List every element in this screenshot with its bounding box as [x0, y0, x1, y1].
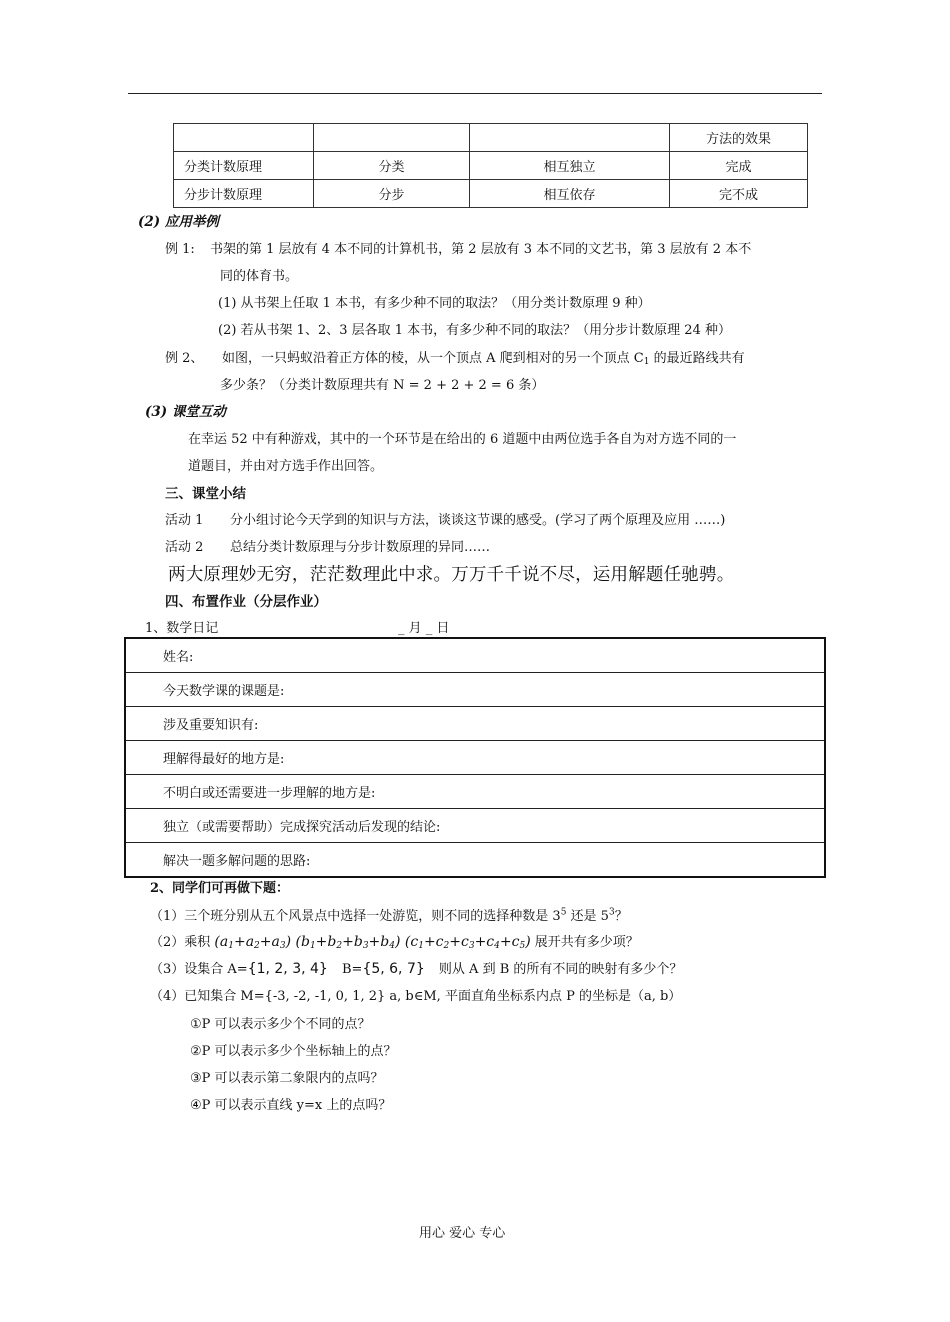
table-cell: 分类计数原理 [174, 152, 314, 180]
example-1-text-cont: 同的体育书。 [220, 269, 299, 284]
exponent: 3 [608, 907, 615, 918]
table-cell: 分步 [314, 180, 470, 208]
section-heading-examples: (2) 应用举例 [138, 214, 219, 230]
interaction-text: 在幸运 52 中有种游戏，其中的一个环节是在给出的 6 道题中由两位选手各自为对方选不同的一 [188, 432, 737, 447]
diary-label: 1、数学日记 [145, 621, 219, 636]
example-1-text: 书架的第 1 层放有 4 本不同的计算机书，第 2 层放有 3 本不同的文艺书，第 3 层放有 2 本不 [210, 242, 752, 257]
table-cell: 完不成 [670, 180, 808, 208]
example-1-question-2: (2) 若从书架 1、2、3 层各取 1 本书，有多少种不同的取法？（用分步计数原理 24 种） [218, 323, 731, 338]
table-row [125, 673, 825, 707]
table-cell: 分步计数原理 [174, 180, 314, 208]
practice-question-1-text: （1）三个班分别从五个风景点中选择一处游览，则不同的选择种数是 3 [150, 909, 561, 924]
table-row [174, 124, 808, 152]
diary-field: 独立（或需要帮助）完成探究活动后发现的结论: [125, 809, 825, 843]
table-cell [174, 124, 314, 152]
diary-date: _ 月 _ 日 [398, 621, 450, 636]
set-a: {1, 2, 3, 4} [247, 961, 328, 977]
table-cell: 相互依存 [470, 180, 670, 208]
set-b: {5, 6, 7} [362, 961, 425, 977]
section-heading-homework: 四、布置作业（分层作业） [165, 594, 327, 610]
practice-question-1-end: ？ [614, 909, 628, 924]
table-row [125, 775, 825, 809]
practice-heading: 2、同学们可再做下题： [150, 881, 290, 896]
activity-1-text: 分小组讨论今天学到的知识与方法，谈谈这节课的感受。(学习了两个原理及应用 ……) [230, 513, 726, 528]
example-2-text [222, 347, 745, 367]
practice-question-2-suffix: 展开共有多少项？ [534, 935, 639, 950]
table-cell [314, 124, 470, 152]
page-footer: 用心 爱心 专心 [419, 1226, 506, 1241]
table-row [125, 843, 825, 878]
table-row [125, 809, 825, 843]
example-2-text-cont: 多少条？（分类计数原理共有 N = 2 + 2 + 2 = 6 条） [220, 378, 545, 393]
diary-field: 理解得最好的地方是: [125, 741, 825, 775]
practice-question-4: （4）已知集合 M={-3, -2, -1, 0, 1, 2} a, b∈M, 平面直角坐标系内点 P 的坐标是（a, b） [150, 989, 682, 1004]
diary-field: 不明白或还需要进一步理解的地方是: [125, 775, 825, 809]
table-cell: 分类 [314, 152, 470, 180]
top-rule [128, 93, 822, 94]
math-expression: $(a_1+a_2+a_3)$ $(b_1+b_2+b_3+b_4)$ $(c_1+c_2+c_3+c_4+c_5)$ [214, 934, 531, 951]
activity-2-text: 总结分类计数原理与分步计数原理的异同…… [230, 540, 491, 555]
table-row [174, 180, 808, 208]
diary-field: 姓名: [125, 638, 825, 673]
practice-question-4-sub: ④P 可以表示直线 y=x 上的点吗？ [190, 1098, 392, 1113]
table-cell [470, 124, 670, 152]
example-2-text-end: 的最近路线共有 [649, 351, 745, 366]
practice-question-3-mid: B= [341, 962, 363, 977]
practice-question-3-suffix: 则从 A 到 B 的所有不同的映射有多少个？ [438, 962, 683, 977]
exponent: 5 [560, 907, 567, 918]
practice-question-4-sub: ①P 可以表示多少个不同的点？ [190, 1017, 371, 1032]
practice-question-4-sub: ②P 可以表示多少个坐标轴上的点？ [190, 1044, 397, 1059]
table-row [125, 741, 825, 775]
practice-question-2-prefix: （2）乘积 [150, 935, 211, 950]
practice-question-1 [150, 905, 628, 924]
summary-poem: 两大原理妙无穷，茫茫数理此中求。万万千千说不尽，运用解题任驰骋。 [168, 565, 735, 585]
interaction-text-cont: 道题目，并由对方选手作出回答。 [188, 459, 384, 474]
section-heading-summary: 三、课堂小结 [165, 486, 246, 502]
table-cell: 完成 [670, 152, 808, 180]
subscript: 1 [643, 357, 650, 367]
table-cell: 相互独立 [470, 152, 670, 180]
diary-field: 今天数学课的课题是: [125, 673, 825, 707]
table-row [174, 152, 808, 180]
section-heading-interaction: (3) 课堂互动 [145, 404, 226, 420]
practice-question-1-mid: 还是 5 [566, 909, 609, 924]
practice-question-3 [150, 958, 682, 977]
example-2-text-main: 如图，一只蚂蚁沿着正方体的棱，从一个顶点 A 爬到相对的另一个顶点 C [222, 351, 644, 366]
diary-field: 涉及重要知识有: [125, 707, 825, 741]
example-1-question-1: (1) 从书架上任取 1 本书，有多少种不同的取法？（用分类计数原理 9 种） [218, 296, 651, 311]
activity-2-label: 活动 2 [165, 540, 204, 555]
practice-question-2 [150, 931, 639, 951]
table-row [125, 638, 825, 673]
comparison-table [173, 123, 808, 208]
practice-question-4-sub: ③P 可以表示第二象限内的点吗？ [190, 1071, 384, 1086]
table-row [125, 707, 825, 741]
table-cell: 方法的效果 [670, 124, 808, 152]
example-1-label: 例 1: [165, 242, 195, 257]
example-2-label: 例 2、 [165, 351, 204, 366]
diary-table [124, 637, 826, 878]
diary-field: 解决一题多解问题的思路: [125, 843, 825, 878]
practice-question-3-prefix: （3）设集合 A= [150, 962, 248, 977]
activity-1-label: 活动 1 [165, 513, 204, 528]
